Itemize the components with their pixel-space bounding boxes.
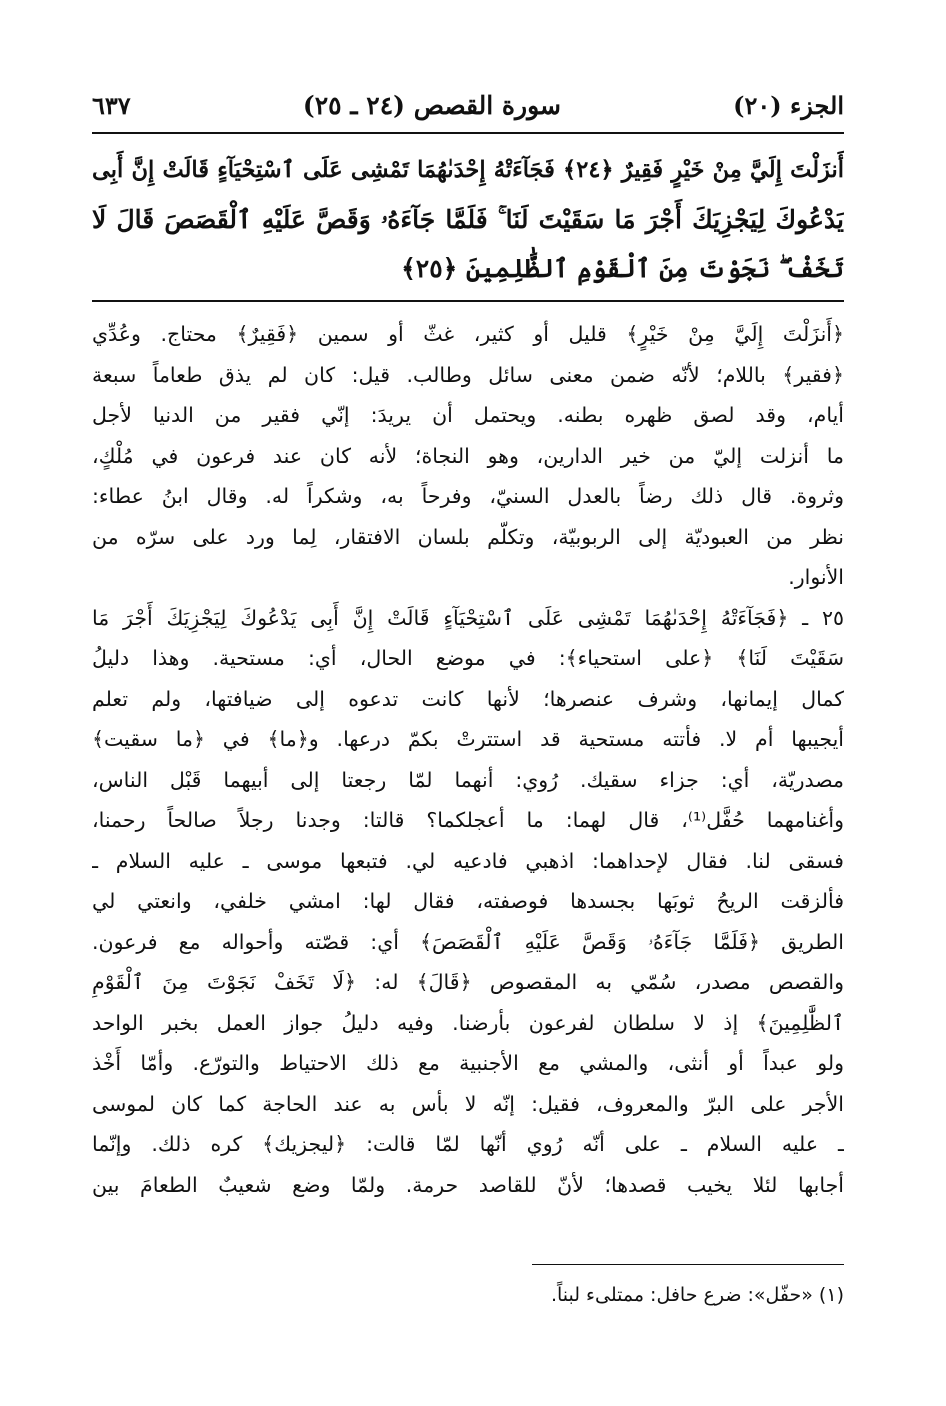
commentary-line: ولو عبداً أو أنثى، والمشي مع الأجنبية مع ذلك الاحتياط والتورّع. وأمّا أَخْذ: [92, 1051, 844, 1075]
commentary-line: ٱلظَّٰلِمِينَ﴾ إذ لا سلطان لفرعون بأرضنا. وفيه دليلُ جواز العمل بخبر الواحد: [92, 1010, 844, 1035]
commentary-line: أيام، وقد لصق ظهره بطنه. ويحتمل أن يريدَ: إنّي فقير من الدنيا لأجل: [92, 403, 844, 427]
verse-line: يَدْعُوكَ لِيَجْزِيَكَ أَجْرَ مَا سَقَيْتَ لَنَا ۚ فَلَمَّا جَآءَهُۥ وَقَصَّ عَلَيْهِ ٱلْقَصَصَ قَالَ لَا: [92, 205, 844, 234]
commentary-line: ﴿أَنزَلْتَ إِلَيَّ مِنْ خَيْرٍ﴾ قليل أو كثير، غثّ أو سمين ﴿فَقِيرٌ﴾ محتاج. وعُدِّي: [92, 322, 844, 346]
commentary-line: وثروة. قال ذلك رضاً بالعدل السنيّ، وفرحاً به، وشكراً له. وقال ابنُ عطاء:: [92, 484, 844, 508]
commentary-line: الأنوار.: [788, 565, 844, 589]
commentary-line: كمال إيمانها، وشرف عنصرها؛ لأنها كانت تدعوه إلى ضيافتها، ولم تعلم: [92, 686, 844, 711]
verse-line: تَخَفْ ۖ نَجَوْتَ مِنَ ٱلْقَوْمِ ٱلظَّٰلِمِينَ ﴿٢٥﴾: [401, 254, 844, 283]
commentary-line: الأجر على البرّ والمعروف، فقيل: إنّه لا بأس به عند الحاجة كما كان لموسى: [92, 1091, 844, 1116]
page-number: ٦٣٧: [92, 90, 131, 120]
quran-verses: [92, 146, 844, 293]
commentary-line: أيجيبها أم لا. فأتته مستحية قد استترتْ بكمّ درعها. و﴿ما﴾ في ﴿ما سقيت﴾: [92, 727, 844, 751]
commentary-line: مصدريّة، أي: جزاء سقيك. رُوي: أنهما لمّا رجعتا إلى أبيهما قَبْل الناس،: [92, 767, 844, 792]
verse-line: أَنزَلْتَ إِلَيَّ مِنْ خَيْرٍ فَقِيرٌ ﴿٢٤﴾ فَجَآءَتْهُ إِحْدَىٰهُمَا تَمْشِى عَلَى ٱسْتِحْيَآءٍ قَالَتْ إِنَّ أَبِى: [92, 157, 844, 183]
verses-rule: [92, 300, 844, 302]
commentary-line: الطريق ﴿فَلَمَّا جَآءَهُۥ وَقَصَّ عَلَيْهِ ٱلْقَصَصَ﴾ أي: قصّته وأحواله مع فرعون.: [92, 929, 844, 954]
footnote-rule: [532, 1264, 844, 1265]
commentary-line: ٢٥ ـ ﴿فَجَآءَتْهُ إِحْدَىٰهُمَا تَمْشِى عَلَى ٱسْتِحْيَآءٍ قَالَتْ إِنَّ أَبِى يَدْعُوكَ لِيَجْزِيَكَ أَجْرَ مَا: [92, 605, 844, 630]
juz-label: الجزء (٢٠): [733, 90, 844, 120]
commentary-line: ما أنزلت إليّ من خير الدارين، وهو النجاة؛ لأنه كان عند فرعون في مُلْكٍ،: [92, 443, 844, 468]
commentary-text: [92, 314, 844, 1205]
book-page: [92, 82, 844, 1362]
commentary-line: وأغنامهما حُفَّل⁽¹⁾، قال لهما: ما أعجلكما؟ قالتا: وجدنا رجلاً صالحاً رحمنا،: [92, 808, 844, 832]
commentary-line: والقصص مصدر، سُمّي به المقصوص ﴿قَالَ﴾ له: ﴿لَا تَخَفْ نَجَوْتَ مِنَ ٱلْقَوْمِ: [92, 970, 844, 994]
page-header: [92, 82, 844, 128]
commentary-line: ﴿فقير﴾ باللام؛ لأنّه ضمن معنى سائل وطالب. قيل: كان لم يذق طعاماً سبعة: [92, 362, 844, 387]
surah-title: سورة القصص (٢٤ ـ ٢٥): [302, 90, 561, 120]
commentary-line: سَقَيْتَ لَنَا﴾ ﴿على استحياء﴾: في موضع الحال، أي: مستحية. وهذا دليلُ: [92, 646, 844, 670]
commentary-line: فسقى لنا. فقال لإحداهما: اذهبي فادعيه لي. فتبعها موسى ـ عليه السلام ـ: [92, 848, 844, 873]
commentary-line: ـ عليه السلام ـ على أنّه رُوي أنّها لمّا قالت: ﴿ليجزيك﴾ كره ذلك. وإنّما: [92, 1132, 844, 1156]
footnote: (١) «حفّل»: ضرع حافل: ممتلىء لبناً.: [550, 1284, 844, 1306]
header-rule: [92, 132, 844, 134]
commentary-line: أجابها لئلا يخيب قصدها؛ لأنّ للقاصد حرمة. ولمّا وضع شعيبٌ الطعامَ بين: [92, 1172, 844, 1197]
commentary-line: فألزقت الريحُ ثوبَها بجسدها فوصفته، فقال لها: امشي خلفي، وانعتي لي: [92, 889, 844, 913]
commentary-line: نظر من العبوديّة إلى الربوبيّة، وتكلّم بلسان الافتقار، لِما ورد على سرّه من: [92, 524, 844, 549]
